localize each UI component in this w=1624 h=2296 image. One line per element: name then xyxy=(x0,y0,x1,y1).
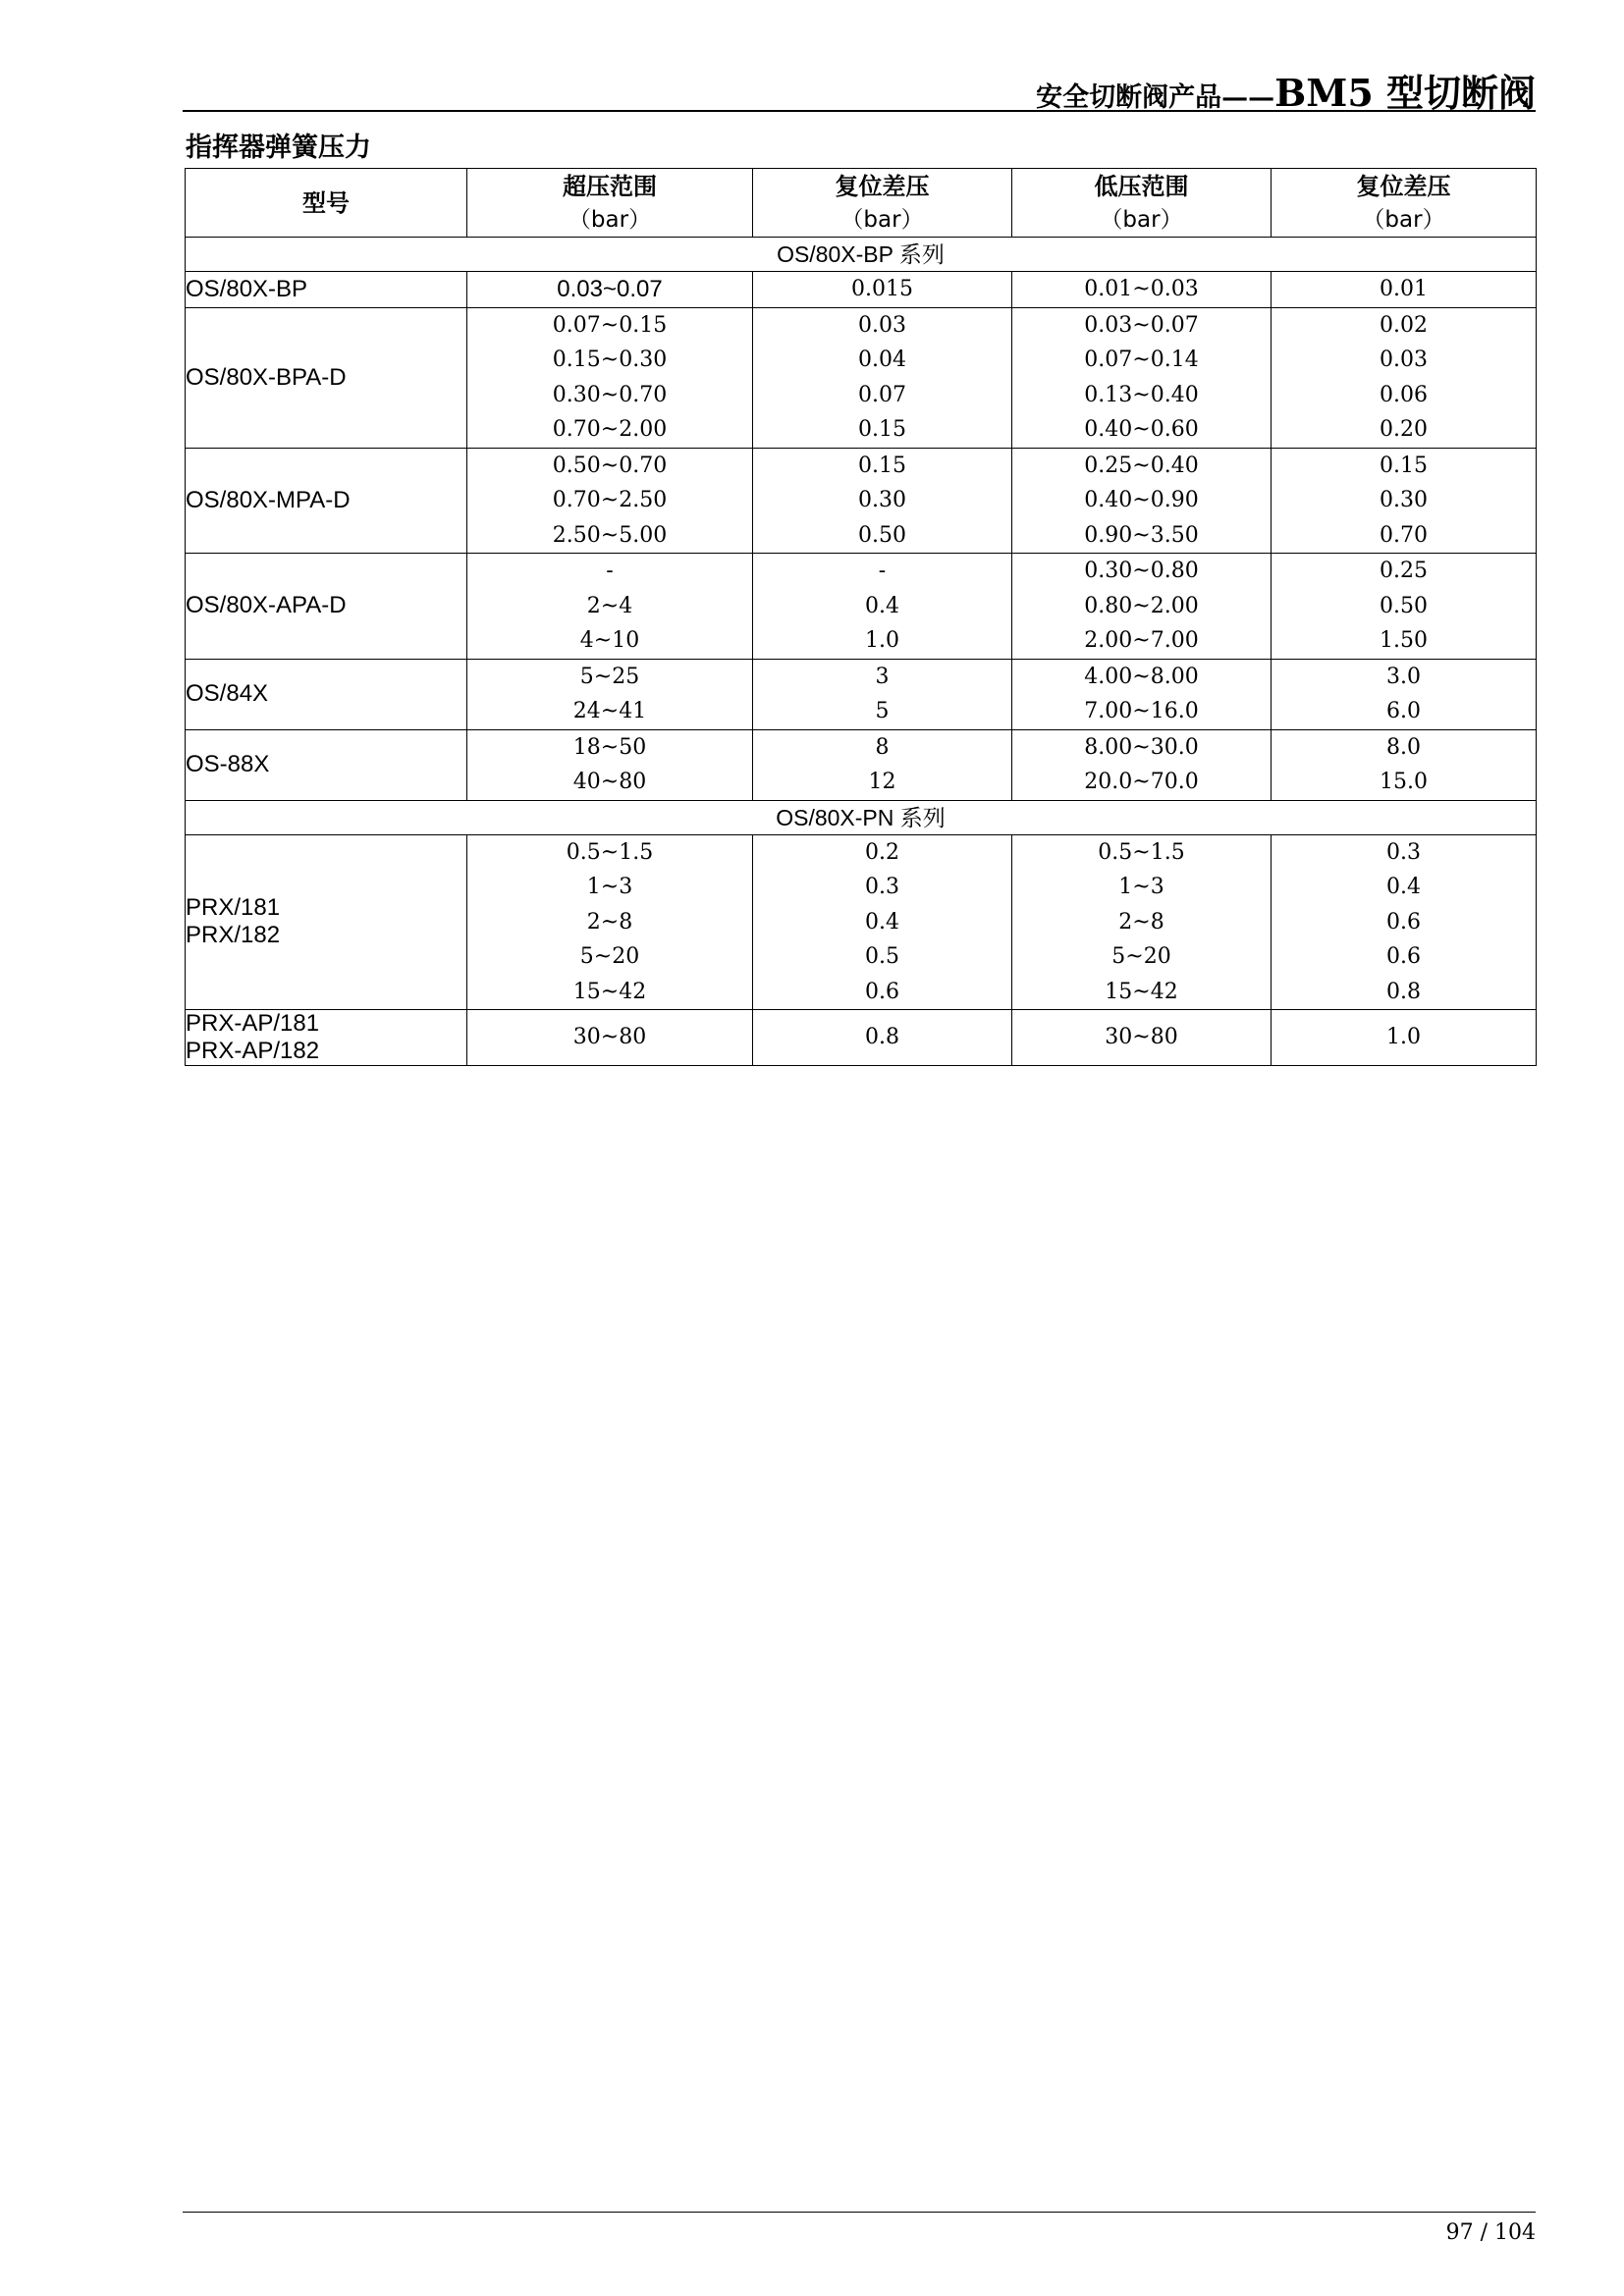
reset2-cell xyxy=(1272,729,1537,800)
value-text: 0.5 xyxy=(865,944,899,969)
value-text: 5~25 xyxy=(579,664,640,689)
table-header-row xyxy=(186,169,1537,238)
value-text: 0.13~0.40 xyxy=(1084,382,1199,407)
value-text: 0.20 xyxy=(1380,417,1428,442)
document-title xyxy=(1036,63,1536,117)
value-text: 0.25~0.40 xyxy=(1084,453,1199,478)
series-row-os80x-pn xyxy=(186,800,1537,834)
col-header-reset-differential-1: 复位差压 （bar） xyxy=(753,169,1012,238)
page-header xyxy=(183,61,1536,115)
reset1-cell xyxy=(753,272,1012,308)
value-text: 0.15 xyxy=(858,417,906,442)
value-text: 0.50 xyxy=(858,522,906,548)
value-text: 0.4 xyxy=(865,909,899,934)
value-text: 0.6 xyxy=(1386,909,1421,934)
over-cell xyxy=(467,307,753,448)
value-text: 0.5~1.5 xyxy=(1098,839,1185,865)
value-text: 2~8 xyxy=(586,909,633,934)
value-text: 30~80 xyxy=(1105,1025,1178,1050)
value-text: 0.07 xyxy=(858,382,906,407)
value-text: 12 xyxy=(868,770,896,794)
page-footer xyxy=(183,2212,1536,2245)
value-text: 40~80 xyxy=(572,770,647,794)
section-title: 指挥器弹簧压力 xyxy=(186,133,371,163)
value-text: 0.3 xyxy=(865,875,899,899)
value-text: 0.01~0.03 xyxy=(1084,277,1199,301)
value-text: 0.03 xyxy=(858,312,906,338)
value-text: 6.0 xyxy=(1386,699,1421,723)
value-text: 7.00~16.0 xyxy=(1084,699,1199,723)
header-main-title: BM5 型切断阀 xyxy=(1274,71,1536,115)
reset2-cell xyxy=(1272,834,1537,1010)
reset1-cell xyxy=(753,1010,1012,1066)
value-text: 0.15~0.30 xyxy=(552,347,668,372)
value-text: 0.4 xyxy=(1386,875,1421,899)
reset2-cell xyxy=(1272,554,1537,660)
spring-pressure-table xyxy=(185,168,1537,1066)
value-text: 1.0 xyxy=(1386,1025,1421,1050)
over-cell xyxy=(467,554,753,660)
value-text: 5 xyxy=(875,699,890,723)
value-text: 0.07~0.14 xyxy=(1084,347,1199,372)
model-cell: PRX-AP/181 PRX-AP/182 xyxy=(186,1010,467,1066)
value-text: 0.30 xyxy=(1380,488,1428,512)
model-cell: OS/80X-BPA-D xyxy=(186,307,467,448)
table-body xyxy=(186,238,1537,1066)
low-cell xyxy=(1012,834,1272,1010)
value-text: 3 xyxy=(875,664,890,689)
col-header-underpressure-range: 低压范围 （bar） xyxy=(1012,169,1272,238)
value-text: 0.30~0.80 xyxy=(1084,559,1199,583)
value-text: 15~42 xyxy=(1105,979,1178,1004)
table-row xyxy=(186,272,1537,308)
value-text: 0.30~0.70 xyxy=(552,382,668,407)
value-text: 2~8 xyxy=(1118,909,1164,934)
value-text: 0.6 xyxy=(1386,944,1421,969)
model-cell: OS/80X-APA-D xyxy=(186,554,467,660)
over-cell xyxy=(467,448,753,554)
value-text: 0.30 xyxy=(858,488,906,512)
model-cell: OS/80X-MPA-D xyxy=(186,448,467,554)
value-text: 0.03~0.07 xyxy=(1084,312,1199,338)
reset2-cell xyxy=(1272,448,1537,554)
value-text: 2.00~7.00 xyxy=(1084,628,1199,653)
over-cell xyxy=(467,1010,753,1066)
low-cell xyxy=(1012,1010,1272,1066)
low-cell xyxy=(1012,448,1272,554)
low-cell xyxy=(1012,307,1272,448)
value-text: 0.5~1.5 xyxy=(566,839,654,865)
model-cell: OS/84X xyxy=(186,659,467,729)
value-text: 0.15 xyxy=(858,453,906,478)
value-text: 2~4 xyxy=(586,593,633,618)
value-text: 0.06 xyxy=(1380,382,1428,407)
value-text: 0.03~0.07 xyxy=(557,276,663,302)
table-row xyxy=(186,834,1537,1010)
over-cell xyxy=(467,659,753,729)
value-text: 18~50 xyxy=(572,734,647,760)
value-text: 0.8 xyxy=(1386,979,1421,1004)
value-text: 4~10 xyxy=(579,628,640,653)
value-text: 1~3 xyxy=(1118,875,1164,899)
value-text: 20.0~70.0 xyxy=(1084,770,1199,794)
low-cell xyxy=(1012,272,1272,308)
value-text: 15.0 xyxy=(1380,770,1428,794)
value-text: 0.15 xyxy=(1380,453,1428,478)
value-text: - xyxy=(606,559,614,583)
value-text: 8.0 xyxy=(1386,734,1421,760)
value-text: 0.6 xyxy=(865,979,899,1004)
table-row xyxy=(186,659,1537,729)
over-cell xyxy=(467,834,753,1010)
series-row-os80x-bp xyxy=(186,238,1537,272)
model-cell: OS/80X-BP xyxy=(186,272,467,308)
value-text: 0.40~0.60 xyxy=(1084,417,1199,442)
value-text: 0.02 xyxy=(1380,312,1428,338)
series-label: OS/80X-PN 系列 xyxy=(186,800,1537,834)
value-text: 24~41 xyxy=(572,699,647,723)
value-text: 0.40~0.90 xyxy=(1084,488,1199,512)
value-text: 0.04 xyxy=(858,347,906,372)
series-label: OS/80X-BP 系列 xyxy=(186,238,1537,272)
value-text: 5~20 xyxy=(579,944,640,969)
value-text: 0.03 xyxy=(1380,347,1428,372)
value-text: 0.2 xyxy=(865,839,899,865)
value-text: 30~80 xyxy=(572,1025,647,1050)
reset1-cell xyxy=(753,554,1012,660)
value-text: 0.80~2.00 xyxy=(1084,593,1199,618)
reset2-cell xyxy=(1272,307,1537,448)
value-text: 1.0 xyxy=(865,628,899,653)
value-text: 8.00~30.0 xyxy=(1084,734,1199,760)
value-text: 0.01 xyxy=(1380,277,1428,301)
reset1-cell xyxy=(753,659,1012,729)
value-text: 0.015 xyxy=(851,277,913,301)
value-text: 0.8 xyxy=(865,1025,899,1050)
value-text: 0.70~2.00 xyxy=(552,417,668,442)
value-text: 8 xyxy=(875,734,890,760)
value-text: 15~42 xyxy=(572,979,647,1004)
value-text: 0.70~2.50 xyxy=(552,488,668,512)
reset2-cell xyxy=(1272,272,1537,308)
value-text: 1.50 xyxy=(1380,628,1428,653)
value-text: 0.07~0.15 xyxy=(552,312,668,338)
col-header-reset-differential-2: 复位差压 （bar） xyxy=(1272,169,1537,238)
value-text: 0.3 xyxy=(1386,839,1421,865)
low-cell xyxy=(1012,554,1272,660)
header-subtitle: 安全切断阀产品—— xyxy=(1036,82,1275,113)
table-row xyxy=(186,448,1537,554)
reset2-cell xyxy=(1272,1010,1537,1066)
reset1-cell xyxy=(753,834,1012,1010)
value-text: 0.90~3.50 xyxy=(1084,522,1199,548)
col-header-overpressure-range: 超压范围 （bar） xyxy=(467,169,753,238)
over-cell xyxy=(467,272,753,308)
table-row xyxy=(186,1010,1537,1066)
low-cell xyxy=(1012,729,1272,800)
value-text: 3.0 xyxy=(1386,664,1421,689)
table-row xyxy=(186,729,1537,800)
reset2-cell xyxy=(1272,659,1537,729)
model-cell: PRX/181 PRX/182 xyxy=(186,834,467,1010)
model-cell: OS-88X xyxy=(186,729,467,800)
over-cell xyxy=(467,729,753,800)
value-text: 0.70 xyxy=(1380,522,1428,548)
value-text: 0.25 xyxy=(1380,559,1428,583)
table-row xyxy=(186,554,1537,660)
value-text: 0.50 xyxy=(1380,593,1428,618)
value-text: 2.50~5.00 xyxy=(552,522,668,548)
reset1-cell xyxy=(753,448,1012,554)
reset1-cell xyxy=(753,729,1012,800)
value-text: 1~3 xyxy=(586,875,633,899)
col-header-model: 型号 xyxy=(186,169,467,238)
value-text: - xyxy=(878,559,887,583)
page-number: 97 / 104 xyxy=(1445,2220,1536,2245)
value-text: 4.00~8.00 xyxy=(1084,664,1199,689)
reset1-cell xyxy=(753,307,1012,448)
value-text: 0.4 xyxy=(865,593,899,618)
value-text: 0.50~0.70 xyxy=(552,453,668,478)
value-text: 5~20 xyxy=(1111,944,1171,969)
table-row xyxy=(186,307,1537,448)
low-cell xyxy=(1012,659,1272,729)
